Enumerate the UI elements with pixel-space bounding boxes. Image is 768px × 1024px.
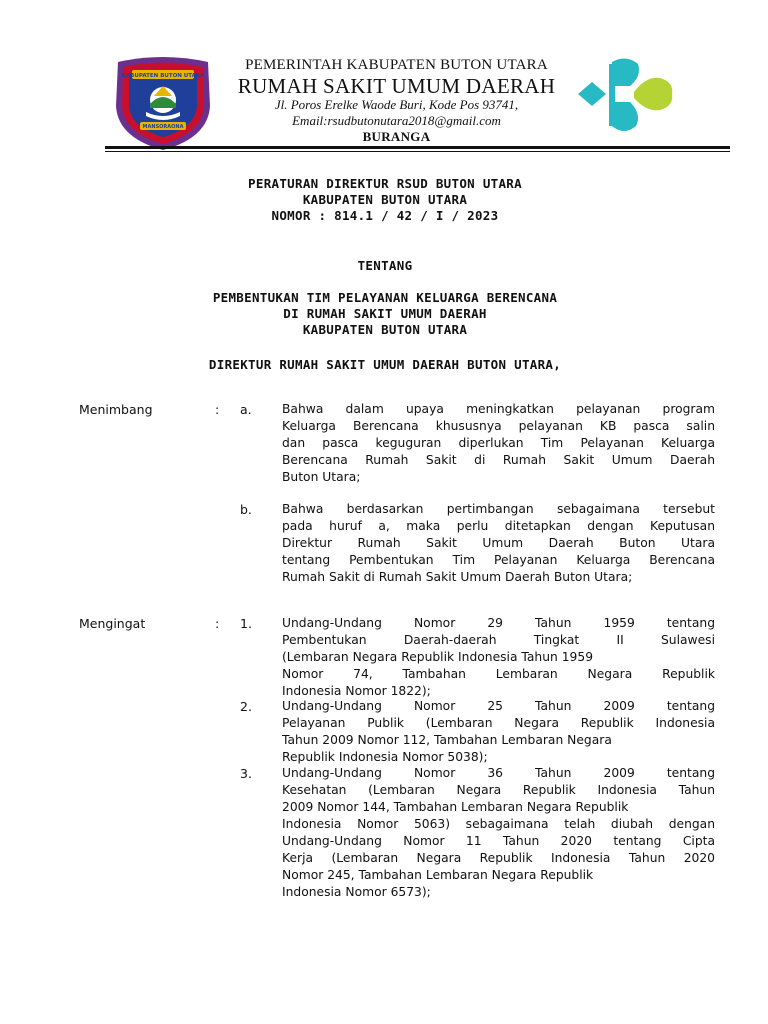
about-line-2: DI RUMAH SAKIT UMUM DAERAH: [283, 306, 487, 321]
hospital-name: RUMAH SAKIT UMUM DAERAH: [237, 74, 556, 98]
text-line: dan pasca keguguran diperlukan Tim Pelayanan Keluarga: [282, 436, 715, 450]
text-line: Kesehatan (Lembaran Negara Republik Indonesia Tahun: [282, 783, 715, 797]
menimbang-colon: :: [215, 402, 220, 417]
mengingat-marker-3: 3.: [240, 766, 252, 781]
letterhead-rule-thin: [105, 151, 730, 152]
text-line: Keluarga Berencana khususnya pelayanan KB pasca salin: [282, 419, 715, 433]
menimbang-item-a: [282, 401, 715, 486]
text-line: Bahwa dalam upaya meningkatkan pelayanan program: [282, 402, 715, 416]
government-name: PEMERINTAH KABUPATEN BUTON UTARA: [245, 57, 548, 73]
text-line: Berencana Rumah Sakit di Rumah Sakit Umum Daerah: [282, 453, 715, 467]
text-line: Nomor 74, Tambahan Lembaran Negara Republik: [282, 667, 715, 681]
hospital-logo-icon: [576, 56, 676, 134]
mengingat-label: Mengingat: [79, 616, 146, 631]
letterhead-rule-thick: [105, 146, 730, 149]
text-line: Tahun 2009 Nomor 112, Tambahan Lembaran Negara: [282, 733, 612, 747]
about-label: TENTANG: [357, 258, 413, 273]
text-line: Indonesia Nomor 5063) sebagaimana telah diubah dengan: [282, 817, 715, 831]
text-line: Undang-Undang Nomor 11 Tahun 2020 tentang Cipta: [282, 834, 715, 848]
text-line: Indonesia Nomor 6573);: [282, 885, 431, 899]
regulation-number: NOMOR : 814.1 / 42 / I / 2023: [271, 208, 499, 223]
hospital-city: BURANGA: [362, 129, 431, 144]
about-line-1: PEMBENTUKAN TIM PELAYANAN KELUARGA BERENCANA: [212, 290, 558, 305]
text-line: Pelayanan Publik (Lembaran Negara Republik Indonesia: [282, 716, 715, 730]
mengingat-item-2: [282, 698, 715, 766]
text-line: Nomor 245, Tambahan Lembaran Negara Republik: [282, 868, 594, 882]
menimbang-marker-b: b.: [240, 502, 252, 517]
text-line: Rumah Sakit di Rumah Sakit Umum Daerah Buton Utara;: [282, 570, 633, 584]
text-line: Bahwa berdasarkan pertimbangan sebagaimana tersebut: [282, 502, 715, 516]
letterhead: [110, 54, 725, 149]
text-line: 2009 Nomor 144, Tambahan Lembaran Negara Republik: [282, 800, 629, 814]
regulation-regency: KABUPATEN BUTON UTARA: [302, 192, 468, 207]
hospital-address: Jl. Poros Erelke Waode Buri, Kode Pos 93741,: [274, 97, 519, 112]
text-line: Pembentukan Daerah-daerah Tingkat II Sulawesi: [282, 633, 715, 647]
emblem-banner-text: KABUPATEN BUTON UTARA: [121, 73, 205, 79]
text-line: Undang-Undang Nomor 29 Tahun 1959 tentang: [282, 616, 715, 630]
mengingat-colon: :: [215, 616, 220, 631]
about-heading: [100, 290, 670, 338]
text-line: Buton Utara;: [282, 470, 361, 484]
menimbang-marker-a: a.: [240, 402, 252, 417]
regency-emblem-icon: [110, 56, 216, 152]
letterhead-text: [210, 54, 583, 145]
text-line: pada huruf a, maka perlu ditetapkan dengan Keputusan: [282, 519, 715, 533]
mengingat-item-1: [282, 615, 715, 700]
hospital-email: Email:rsudbutonutara2018@gmail.com: [292, 113, 501, 128]
emblem-ribbon-text: MANSORAONA: [142, 124, 184, 130]
mengingat-marker-2: 2.: [240, 699, 252, 714]
mengingat-item-3: [282, 765, 715, 901]
text-line: (Lembaran Negara Republik Indonesia Tahun 1959: [282, 650, 594, 664]
regulation-heading: [100, 176, 670, 224]
text-line: Republik Indonesia Nomor 5038);: [282, 750, 488, 764]
menimbang-label: Menimbang: [79, 402, 153, 417]
text-line: Direktur Rumah Sakit Umum Daerah Buton Utara: [282, 536, 715, 550]
regulation-title: PERATURAN DIREKTUR RSUD BUTON UTARA: [248, 176, 522, 191]
text-line: Kerja (Lembaran Negara Republik Indonesia Tahun 2020: [282, 851, 715, 865]
about-line-3: KABUPATEN BUTON UTARA: [302, 322, 468, 337]
text-line: Undang-Undang Nomor 36 Tahun 2009 tentang: [282, 766, 715, 780]
director-heading: DIREKTUR RUMAH SAKIT UMUM DAERAH BUTON UTARA,: [208, 357, 562, 372]
menimbang-item-b: [282, 501, 715, 586]
text-line: Undang-Undang Nomor 25 Tahun 2009 tentang: [282, 699, 715, 713]
text-line: tentang Pembentukan Tim Pelayanan Keluarga Berencana: [282, 553, 715, 567]
text-line: Indonesia Nomor 1822);: [282, 684, 431, 698]
mengingat-marker-1: 1.: [240, 616, 252, 631]
